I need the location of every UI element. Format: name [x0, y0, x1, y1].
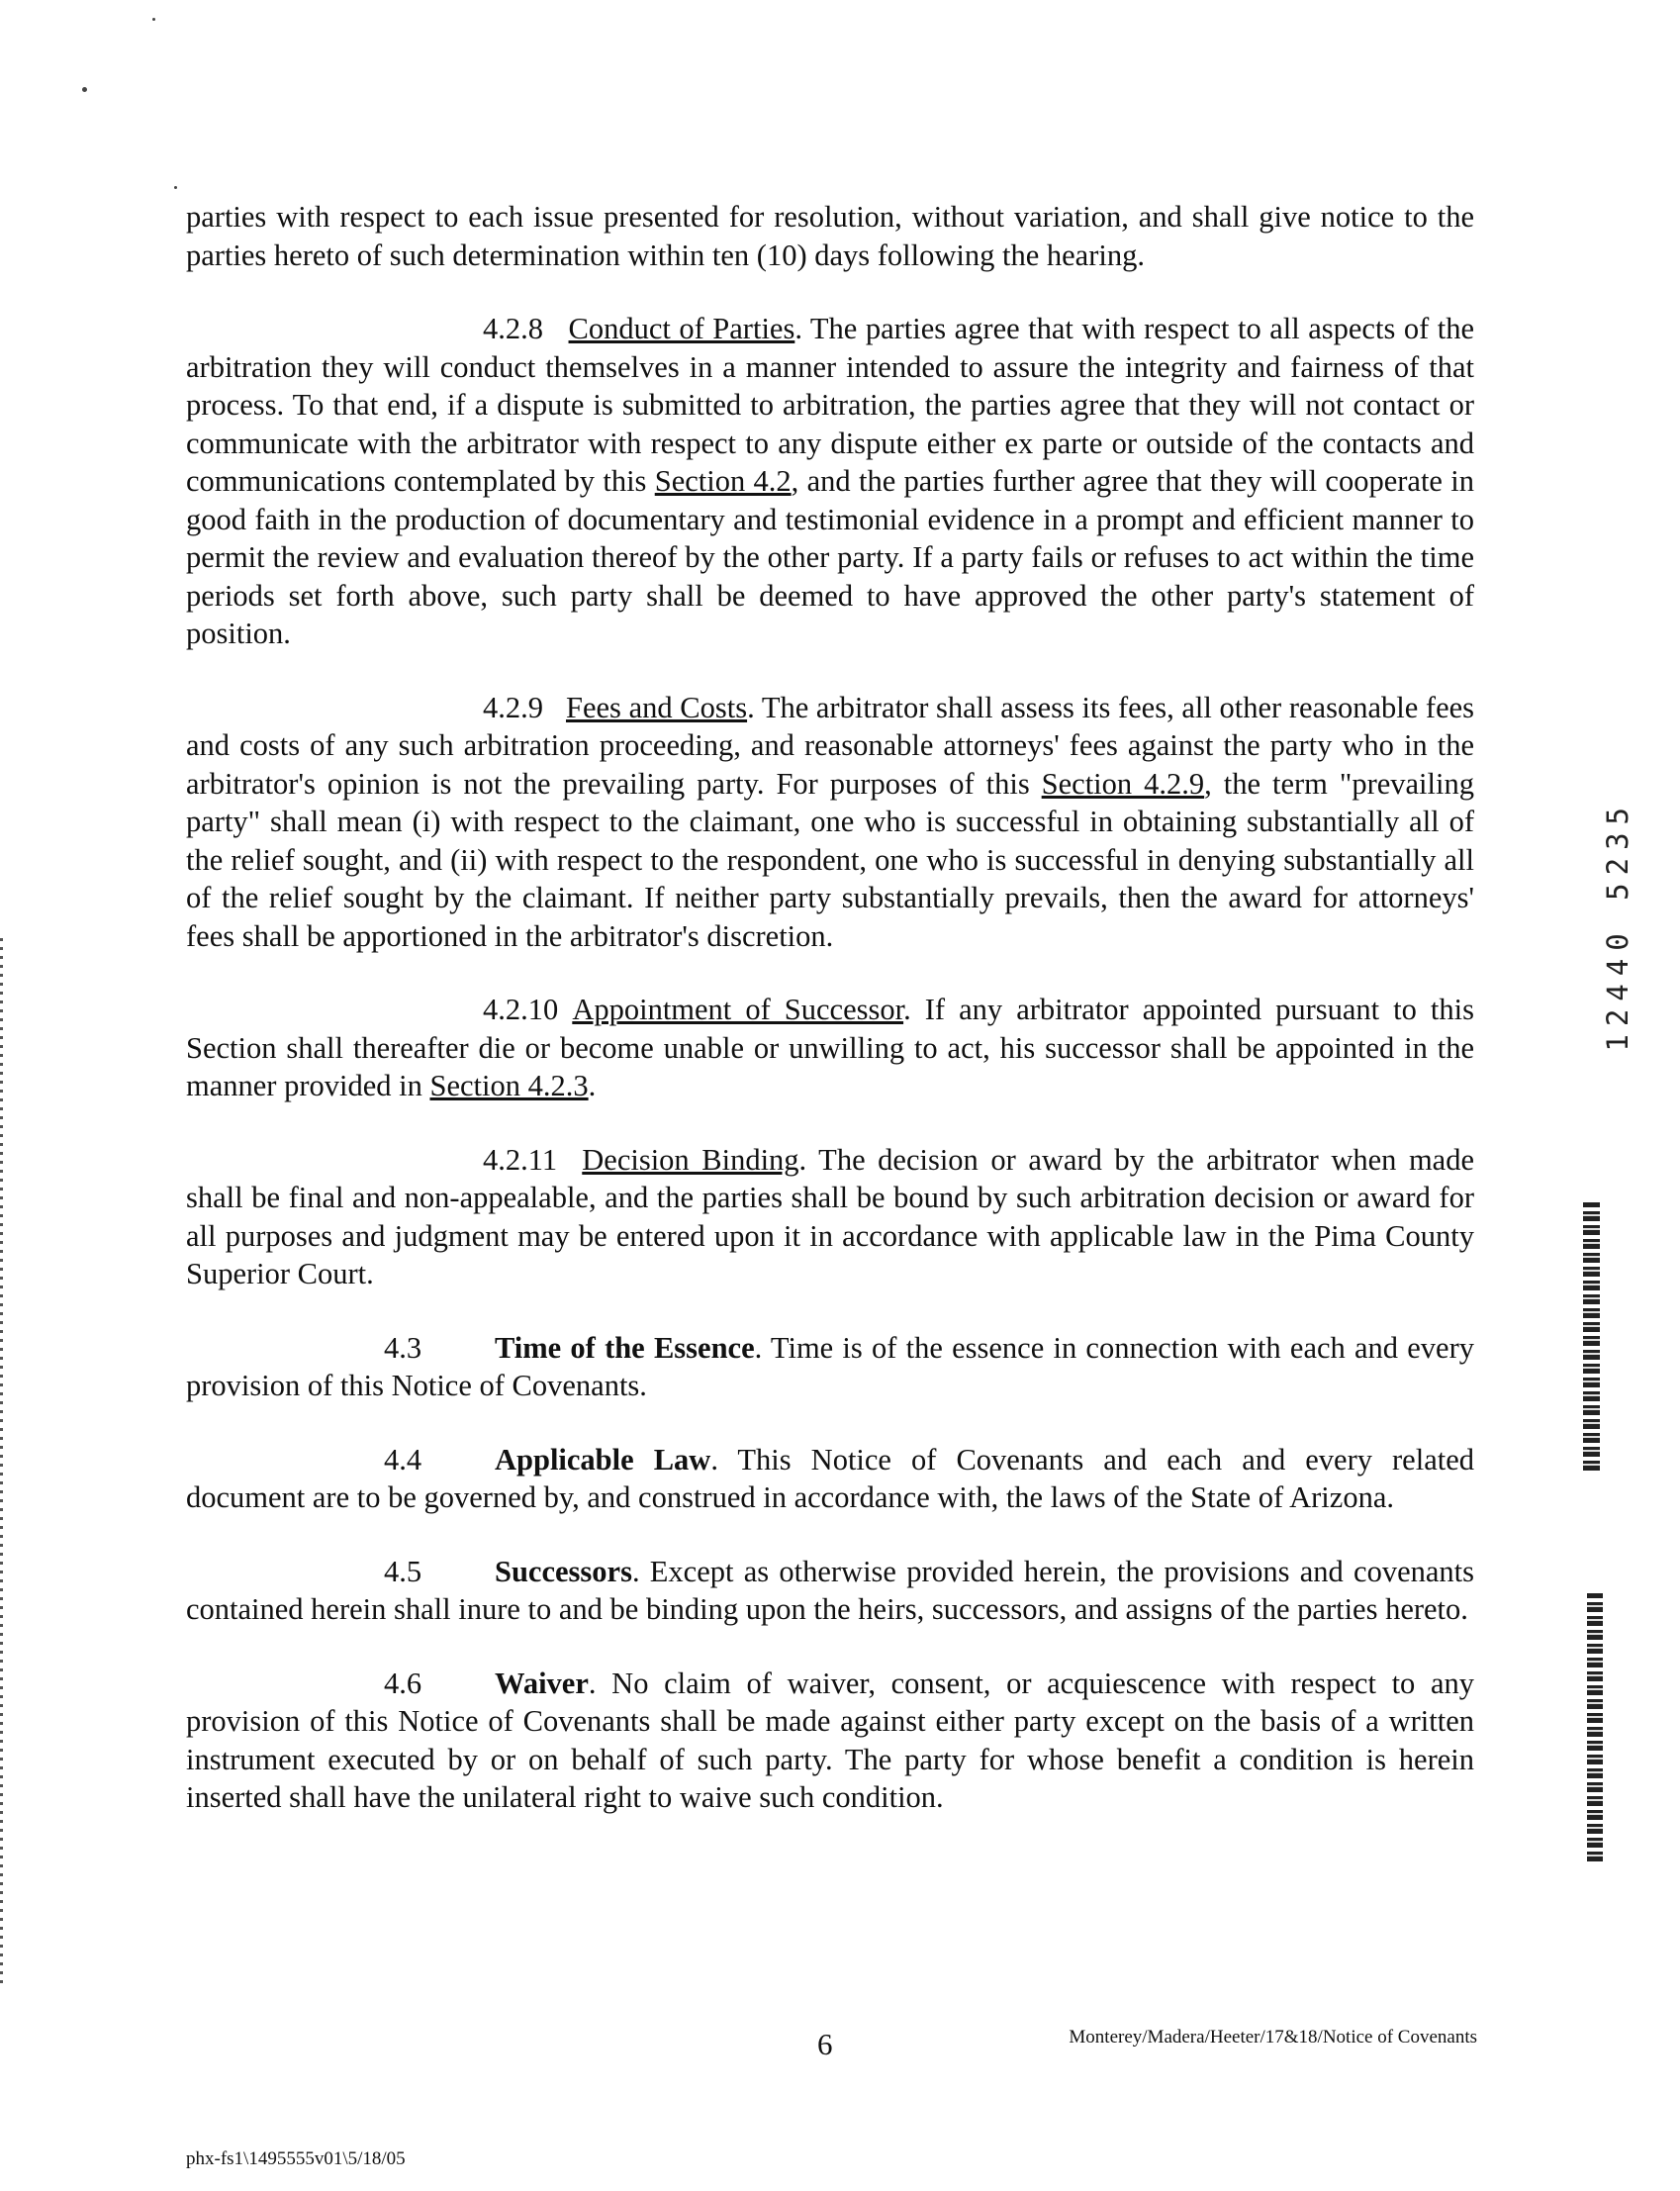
section-text: . The decision or award by the arbitrator when made shall be final and non-appealable, and the parties shall be bound by such arbitration decision or award for all purposes and judgment may be entered upon it in accordance with applicable law in the Pima County Superior Court.: [186, 1142, 1475, 1290]
section-text: . The arbitrator shall assess its fees, all other reasonable fees and costs of any such arbitration proceeding, and reasonable attorneys' fees against the party who in the arbitrator's opinion is not the prevailing party. For purposes of this: [186, 690, 1475, 801]
section-reference: Section 4.2.3: [429, 1069, 589, 1102]
section-text: . The parties agree that with respect to all aspects of the arbitration they will conduct themselves in a manner intended to assure the integrity and fairness of that process. To that end, if a dispute is submitted to arbitration, the parties agree that they will not contact or communicate with the arbitrator with respect to any dispute either ex parte or outside of the contacts and communications contemplated by this: [186, 312, 1474, 498]
section-title: Appointment of Successor: [572, 993, 904, 1026]
section-4-3: [186, 1329, 1474, 1405]
section-number: 4.2.9: [483, 690, 543, 724]
section-text: .: [588, 1069, 597, 1102]
section-4-2-9: [186, 689, 1474, 956]
document-body: [186, 198, 1474, 1817]
section-title: Waiver: [495, 1666, 589, 1700]
section-text: . If any arbitrator appointed pursuant to this Section shall thereafter die or become unable or unwilling to act, his successor shall be appointed in the manner provided in: [186, 993, 1475, 1102]
scan-edge-mark: [0, 938, 3, 1987]
section-reference: Section 4.2.9: [1041, 766, 1205, 801]
section-title: Conduct of Parties: [568, 312, 795, 345]
section-title: Applicable Law: [495, 1442, 711, 1477]
footer-document-id: phx-fs1\1495555v01\5/18/05: [186, 2148, 406, 2169]
section-title: Decision Binding: [582, 1142, 799, 1177]
section-reference: Section 4.2: [654, 464, 792, 498]
section-text: . Time is of the essence in connection with each and every provision of this Notice of Covenants.: [186, 1330, 1474, 1402]
continuation-paragraph: parties with respect to each issue presented for resolution, without variation, and shall give notice to the parties hereto of such determination within ten (10) days following the hearing.: [186, 200, 1474, 272]
section-4-5: [186, 1553, 1474, 1629]
section-text: . No claim of waiver, consent, or acquiescence with respect to any provision of this Notice of Covenants shall be made against either party except on the basis of a written instrument executed by or on behalf of such party. The party for whose benefit a condition is herein inserted shall have the unilateral right to waive such condition.: [186, 1666, 1474, 1814]
page-number: 6: [817, 2027, 833, 2061]
scan-speck: [174, 186, 177, 189]
scan-speck: [152, 18, 155, 21]
section-text: . This Notice of Covenants and each and every related document are to be governed by, and construed in accordance with, the laws of the State of Arizona.: [186, 1442, 1474, 1514]
section-title: Fees and Costs: [566, 690, 748, 724]
section-text: , and the parties further agree that they will cooperate in good faith in the production of documentary and testimonial evidence in a prompt and efficient manner to permit the review and evaluation thereof by the other party. If a party fails or refuses to act within the time periods set forth above, such party shall be deemed to have approved the other party's statement of position.: [186, 464, 1474, 650]
section-text: , the term "prevailing party" shall mean (i) with respect to the claimant, one who is successful in obtaining substantially all of the relief sought, and (ii) with respect to the respondent, one who is successful in denying substantially all of the relief sought by the claimant. If neither party substantially prevails, then the award for attorneys' fees shall be apportioned in the arbitrator's discretion.: [186, 766, 1474, 953]
section-text: . Except as otherwise provided herein, the provisions and covenants contained herein shall inure to and be binding upon the heirs, successors, and assigns of the parties hereto.: [186, 1554, 1474, 1626]
section-number: 4.2.10: [483, 993, 559, 1026]
section-4-2-8: [186, 310, 1474, 653]
section-4-4: [186, 1441, 1474, 1517]
section-4-2-11: [186, 1141, 1474, 1293]
scan-speck: [82, 87, 87, 92]
section-title: Time of the Essence: [495, 1330, 755, 1365]
section-number: 4.4: [384, 1442, 422, 1477]
section-number: 4.3: [384, 1330, 422, 1365]
section-number: 4.6: [384, 1666, 422, 1700]
section-4-6: [186, 1665, 1474, 1817]
footer-file-path: Monterey/Madera/Heeter/17&18/Notice of Covenants: [1069, 2027, 1477, 2048]
barcode-mark: [1587, 1593, 1603, 1862]
section-title: Successors: [495, 1554, 632, 1588]
section-number: 4.5: [384, 1554, 422, 1588]
section-number: 4.2.8: [483, 312, 543, 345]
section-4-2-10: [186, 991, 1474, 1105]
recording-number-stamp: 12440 5235: [1601, 800, 1634, 1052]
barcode-mark: [1583, 1202, 1600, 1475]
section-number: 4.2.11: [483, 1142, 558, 1177]
